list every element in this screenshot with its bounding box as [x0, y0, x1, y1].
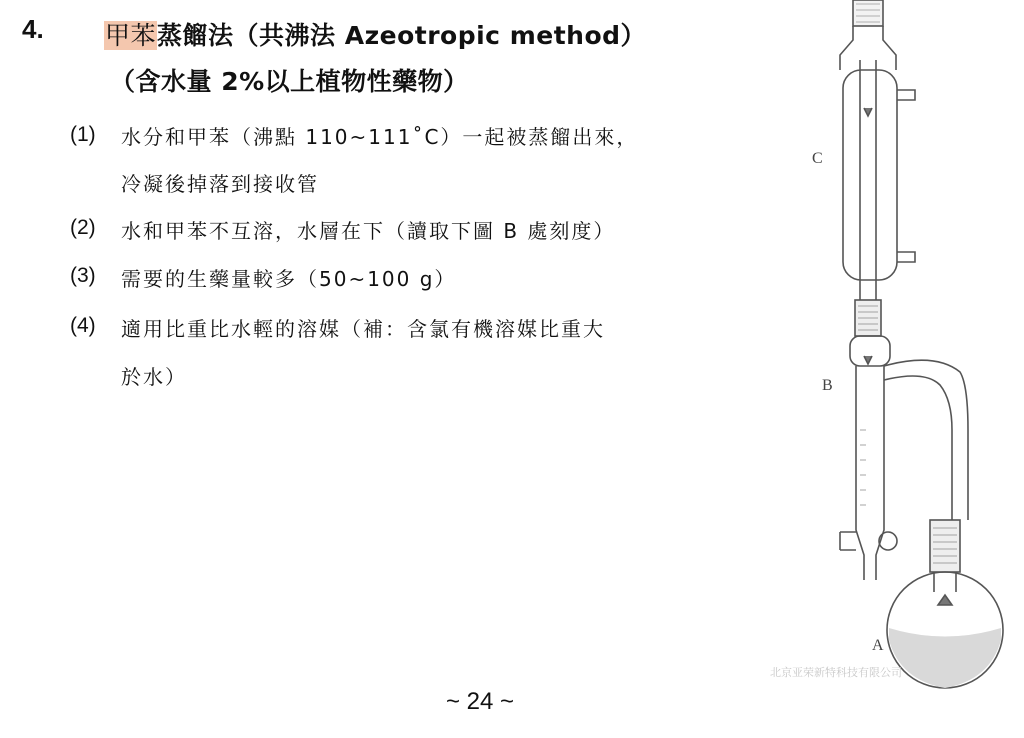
section-subtitle: （含水量 2%以上植物性藥物） — [110, 67, 469, 96]
section-title — [104, 16, 646, 52]
figure-watermark: 北京亚荣新特科技有限公司 — [770, 667, 902, 679]
item-4-number: (4) — [70, 314, 96, 337]
label-a: A — [872, 637, 884, 654]
highlighted-term: 甲苯 — [105, 21, 157, 50]
item-3-number: (3) — [70, 264, 96, 287]
round-bottom-flask — [887, 572, 1003, 688]
item-3-line1: 需要的生藥量較多（50~100 g） — [121, 267, 457, 291]
condenser — [843, 60, 915, 300]
item-1-number: (1) — [70, 123, 96, 146]
upper-joint — [855, 300, 881, 336]
label-c: C — [812, 150, 823, 167]
section-title-rest: 蒸餾法（共沸法 Azeotropic method） — [157, 21, 647, 50]
item-4-line1: 適用比重比水輕的溶媒（補：含氯有機溶媒比重大 — [121, 317, 605, 341]
item-2-number: (2) — [70, 216, 96, 239]
lower-joint — [930, 520, 960, 572]
section-number: 4. — [22, 14, 44, 44]
page-number: ~ 24 ~ — [445, 688, 515, 715]
apparatus-drawing — [770, 0, 1024, 700]
side-arm — [884, 360, 968, 520]
item-4-line2: 於水） — [121, 365, 187, 389]
item-2-line1: 水和甲苯不互溶，水層在下（讀取下圖 B 處刻度） — [121, 219, 616, 243]
top-stopper — [840, 0, 896, 70]
receiver-tube — [840, 336, 897, 580]
label-b: B — [822, 377, 833, 394]
item-1-line1: 水分和甲苯（沸點 110~111˚C）一起被蒸餾出來， — [121, 125, 639, 149]
item-1-line2: 冷凝後掉落到接收管 — [121, 172, 319, 196]
distillation-apparatus-figure — [770, 0, 1024, 700]
